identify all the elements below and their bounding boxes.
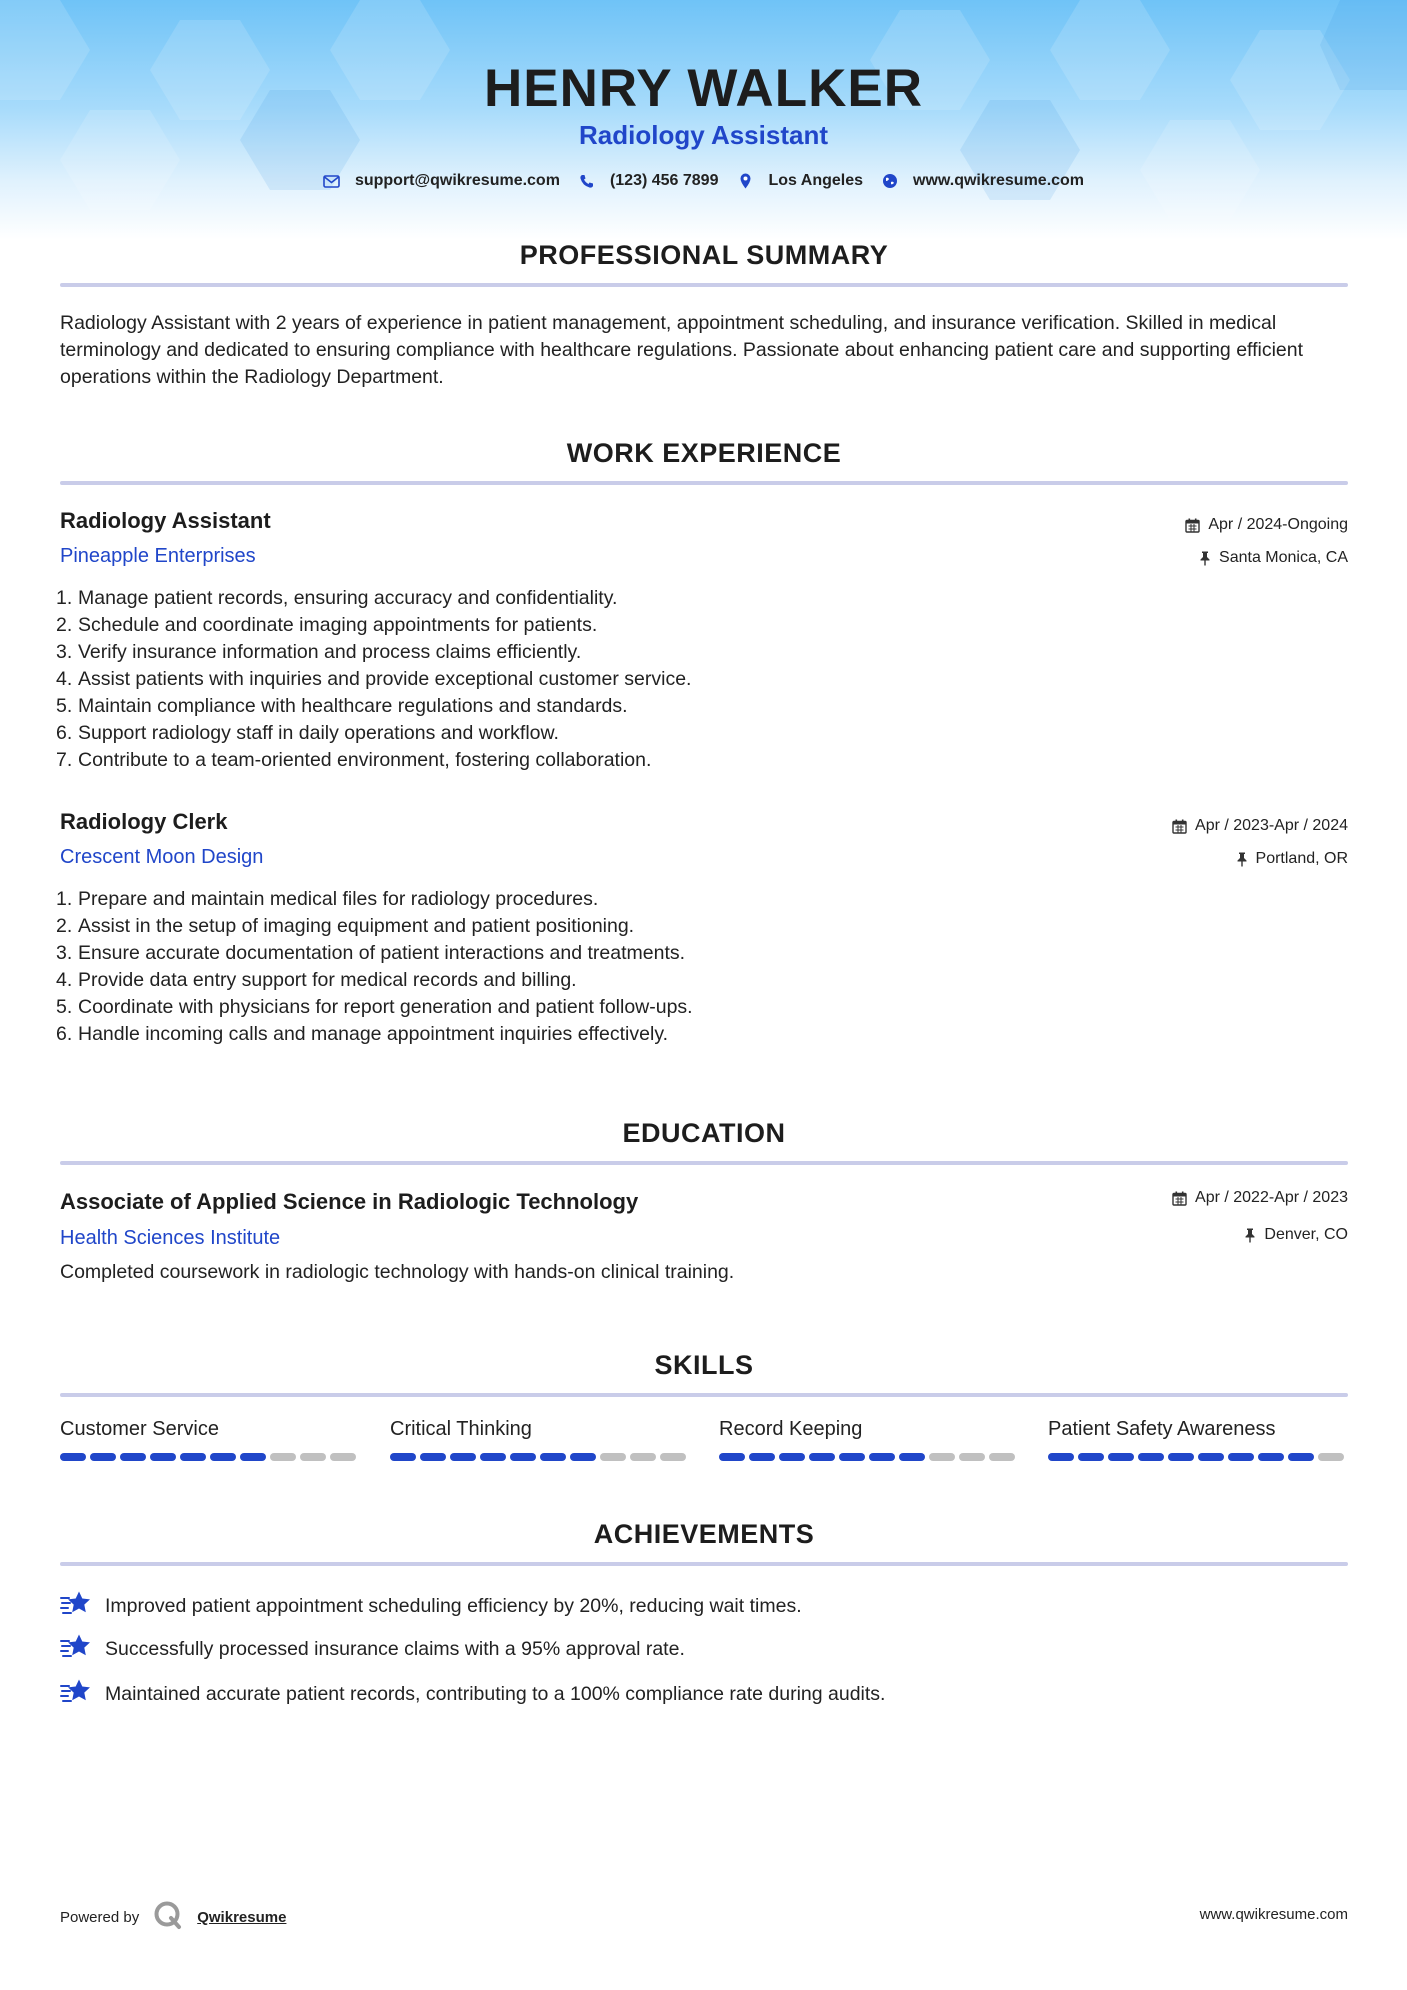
skill-item	[1048, 1418, 1348, 1461]
skill-segment-filled	[779, 1453, 805, 1461]
star-icon	[60, 1678, 93, 1710]
list-item: 6. Support radiology staff in daily operations and workflow.	[56, 722, 559, 744]
skill-segment-filled	[390, 1453, 416, 1461]
summary-divider	[60, 283, 1348, 287]
skill-name: Customer Service	[60, 1418, 219, 1440]
skill-segment-filled	[180, 1453, 206, 1461]
skill-segment-filled	[450, 1453, 476, 1461]
summary-heading: PROFESSIONAL SUMMARY	[519, 240, 889, 270]
job-title: Radiology Assistant	[60, 508, 271, 533]
skill-segment-empty	[630, 1453, 656, 1461]
job-dates	[1185, 516, 1348, 534]
achievement-item	[60, 1590, 802, 1622]
skill-segment-filled	[210, 1453, 236, 1461]
experience-heading: WORK EXPERIENCE	[566, 438, 842, 468]
job-location-text: Santa Monica, CA	[1219, 549, 1348, 566]
list-item: 6. Handle incoming calls and manage appointment inquiries effectively.	[56, 1023, 669, 1045]
job-dates-text: Apr / 2024-Ongoing	[1208, 516, 1348, 533]
calendar-icon	[1185, 518, 1200, 533]
job-location	[1199, 549, 1348, 567]
contact-location	[736, 172, 863, 190]
skill-segment-filled	[240, 1453, 266, 1461]
skill-segment-empty	[600, 1453, 626, 1461]
phone-icon	[578, 172, 596, 190]
education-dates-text: Apr / 2022-Apr / 2023	[1195, 1189, 1348, 1206]
skill-segment-filled	[1108, 1453, 1134, 1461]
education-divider	[60, 1161, 1348, 1165]
list-item: 3. Ensure accurate documentation of patient interactions and treatments.	[56, 942, 686, 964]
skill-segment-filled	[120, 1453, 146, 1461]
skill-level-bar	[719, 1453, 1019, 1461]
skill-segment-empty	[1318, 1453, 1344, 1461]
achievements-divider	[60, 1562, 1348, 1566]
contact-location-text: Los Angeles	[768, 172, 864, 189]
footer-website[interactable]: www.qwikresume.com	[1199, 1906, 1348, 1923]
skill-segment-empty	[929, 1453, 955, 1461]
skill-segment-filled	[869, 1453, 895, 1461]
skill-level-bar	[1048, 1453, 1348, 1461]
education-heading: EDUCATION	[622, 1118, 786, 1148]
skill-segment-filled	[1198, 1453, 1224, 1461]
list-item: 5. Coordinate with physicians for report generation and patient follow-ups.	[56, 996, 693, 1018]
skill-segment-empty	[300, 1453, 326, 1461]
pushpin-icon	[1199, 551, 1211, 566]
skill-item	[719, 1418, 1019, 1461]
job-location	[1236, 850, 1348, 868]
skill-segment-empty	[989, 1453, 1015, 1461]
skill-segment-filled	[899, 1453, 925, 1461]
achievement-text: Maintained accurate patient records, contributing to a 100% compliance rate during audits.	[105, 1682, 886, 1705]
skill-segment-filled	[1288, 1453, 1314, 1461]
list-item: 3. Verify insurance information and process claims efficiently.	[56, 641, 582, 663]
list-item: 2. Assist in the setup of imaging equipment and patient positioning.	[56, 915, 635, 937]
skill-segment-filled	[1078, 1453, 1104, 1461]
contact-website-text: www.qwikresume.com	[913, 172, 1085, 189]
contact-phone-text: (123) 456 7899	[609, 172, 719, 189]
education-dates	[1172, 1189, 1348, 1207]
summary-text: Radiology Assistant with 2 years of experience in patient management, appointment scheduling, and insurance verification. Skilled in medical terminology and dedicated to ensuring compliance with healthcare regulations. Passionate about enhancing patient care and supporting efficient operations within the Radiology Department.	[60, 312, 1304, 388]
skill-segment-filled	[1168, 1453, 1194, 1461]
skill-name: Critical Thinking	[390, 1418, 532, 1440]
skill-segment-filled	[749, 1453, 775, 1461]
globe-icon	[881, 172, 899, 190]
achievements-heading: ACHIEVEMENTS	[593, 1519, 815, 1549]
skill-segment-filled	[1258, 1453, 1284, 1461]
skills-heading: SKILLS	[654, 1350, 754, 1380]
pushpin-icon	[1236, 852, 1248, 867]
pushpin-icon	[1244, 1228, 1256, 1243]
contact-email-text: support@qwikresume.com	[354, 172, 560, 189]
powered-by-label: Powered by	[60, 1908, 140, 1926]
skill-segment-filled	[90, 1453, 116, 1461]
skill-segment-empty	[330, 1453, 356, 1461]
achievement-item	[60, 1633, 685, 1665]
skill-name: Record Keeping	[719, 1418, 863, 1440]
education-location	[1244, 1226, 1348, 1244]
skill-name: Patient Safety Awareness	[1048, 1418, 1276, 1440]
achievement-text: Successfully processed insurance claims with a 95% approval rate.	[105, 1637, 685, 1660]
skill-segment-filled	[570, 1453, 596, 1461]
list-item: 7. Contribute to a team-oriented environment, fostering collaboration.	[56, 749, 652, 771]
list-item: 4. Provide data entry support for medical records and billing.	[56, 969, 577, 991]
skill-segment-filled	[420, 1453, 446, 1461]
education-location-text: Denver, CO	[1264, 1226, 1348, 1243]
candidate-name: HENRY WALKER	[484, 59, 923, 118]
job-duties-list	[56, 585, 956, 774]
job-duties-list	[56, 886, 956, 1048]
footer-brand-link[interactable]: Qwikresume	[197, 1908, 287, 1926]
job-dates-text: Apr / 2023-Apr / 2024	[1195, 817, 1348, 834]
star-icon	[60, 1590, 93, 1622]
footer-powered-by	[60, 1900, 286, 1934]
school-name: Health Sciences Institute	[60, 1227, 281, 1249]
skill-segment-filled	[480, 1453, 506, 1461]
job-dates	[1172, 817, 1348, 835]
skill-segment-filled	[839, 1453, 865, 1461]
star-icon	[60, 1633, 93, 1665]
contact-website[interactable]	[881, 172, 1084, 190]
list-item: 2. Schedule and coordinate imaging appointments for patients.	[56, 614, 598, 636]
contact-phone[interactable]	[578, 172, 719, 190]
candidate-role: Radiology Assistant	[579, 120, 828, 150]
skill-segment-filled	[1138, 1453, 1164, 1461]
achievement-item	[60, 1678, 885, 1710]
education-description: Completed coursework in radiologic technology with hands-on clinical training.	[60, 1261, 735, 1283]
list-item: 1. Prepare and maintain medical files for radiology procedures.	[56, 888, 599, 910]
skill-segment-filled	[719, 1453, 745, 1461]
contact-row	[0, 172, 1407, 190]
achievement-text: Improved patient appointment scheduling efficiency by 20%, reducing wait times.	[105, 1594, 802, 1617]
list-item: 1. Manage patient records, ensuring accuracy and confidentiality.	[56, 587, 618, 609]
calendar-icon	[1172, 819, 1187, 834]
contact-email[interactable]	[323, 172, 560, 190]
envelope-icon	[323, 172, 341, 190]
calendar-icon	[1172, 1191, 1187, 1206]
skill-level-bar	[60, 1453, 360, 1461]
job-company: Pineapple Enterprises	[60, 545, 256, 567]
skill-segment-filled	[1048, 1453, 1074, 1461]
qwikresume-logo-icon	[153, 1900, 183, 1934]
skill-segment-filled	[60, 1453, 86, 1461]
degree-title: Associate of Applied Science in Radiologic Technology	[60, 1189, 639, 1214]
list-item: 5. Maintain compliance with healthcare regulations and standards.	[56, 695, 628, 717]
job-company: Crescent Moon Design	[60, 846, 264, 868]
skill-segment-filled	[1228, 1453, 1254, 1461]
skill-level-bar	[390, 1453, 690, 1461]
skill-segment-filled	[809, 1453, 835, 1461]
skill-segment-filled	[540, 1453, 566, 1461]
experience-divider	[60, 481, 1348, 485]
list-item: 4. Assist patients with inquiries and provide exceptional customer service.	[56, 668, 692, 690]
skill-segment-filled	[150, 1453, 176, 1461]
skill-item	[60, 1418, 360, 1461]
skill-item	[390, 1418, 690, 1461]
skills-divider	[60, 1393, 1348, 1397]
skill-segment-empty	[270, 1453, 296, 1461]
job-location-text: Portland, OR	[1255, 850, 1348, 867]
skill-segment-filled	[510, 1453, 536, 1461]
map-marker-icon	[736, 172, 754, 190]
skill-segment-empty	[959, 1453, 985, 1461]
job-title: Radiology Clerk	[60, 809, 228, 834]
skill-segment-empty	[660, 1453, 686, 1461]
